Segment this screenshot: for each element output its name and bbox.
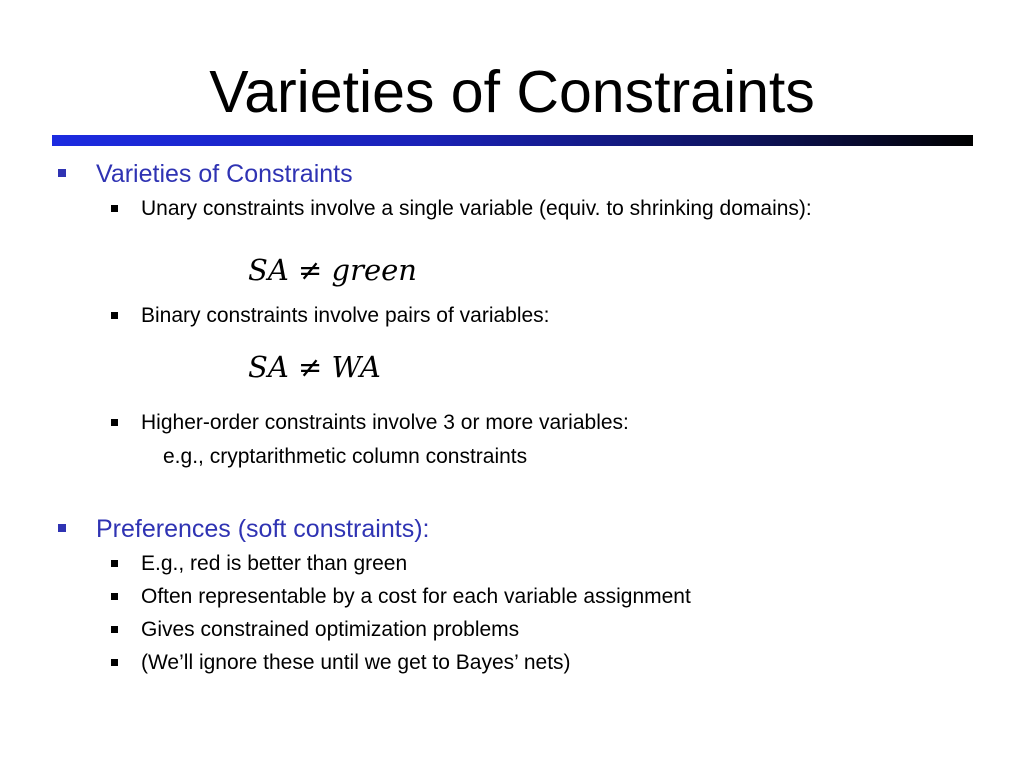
title-rule <box>52 135 973 146</box>
section-heading-varieties <box>96 159 353 189</box>
bullet-marker <box>111 205 118 212</box>
section-heading-preferences <box>96 514 429 544</box>
list-item-binary <box>141 303 550 329</box>
list-item-cost <box>141 584 691 610</box>
bullet-marker <box>111 312 118 319</box>
section-heading-text: Varieties of Constraints <box>96 160 353 188</box>
bullet-marker <box>111 419 118 426</box>
list-item-text: Gives constrained optimization problems <box>141 618 520 641</box>
bullet-marker <box>58 169 66 177</box>
bullet-marker <box>58 524 66 532</box>
list-item-higher-order <box>141 410 629 436</box>
slide-title: Varieties of Constraints <box>209 59 815 125</box>
bullet-marker <box>111 593 118 600</box>
formula-unary: SA ≠ green <box>248 253 417 287</box>
bullet-marker <box>111 659 118 666</box>
list-item-text: Higher-order constraints involve 3 or more variables: <box>141 411 629 434</box>
list-item-unary <box>141 196 812 222</box>
list-item-optimization <box>141 617 519 643</box>
list-item-red-better <box>141 551 407 577</box>
formula-binary: SA ≠ WA <box>248 350 381 384</box>
list-item-text: E.g., red is better than green <box>141 552 408 575</box>
list-item-text: (We’ll ignore these until we get to Bayes’ nets) <box>141 651 571 674</box>
bullet-marker <box>111 560 118 567</box>
section-heading-text: Preferences (soft constraints): <box>96 515 430 543</box>
list-item-bayes-nets <box>141 650 571 676</box>
list-item-continuation: e.g., cryptarithmetic column constraints <box>163 445 528 468</box>
list-item-text: Often representable by a cost for each variable assignment <box>141 585 691 608</box>
bullet-marker <box>111 626 118 633</box>
list-item-text: Unary constraints involve a single variable (equiv. to shrinking domains): <box>141 197 812 220</box>
list-item-text: Binary constraints involve pairs of variables: <box>141 304 550 327</box>
